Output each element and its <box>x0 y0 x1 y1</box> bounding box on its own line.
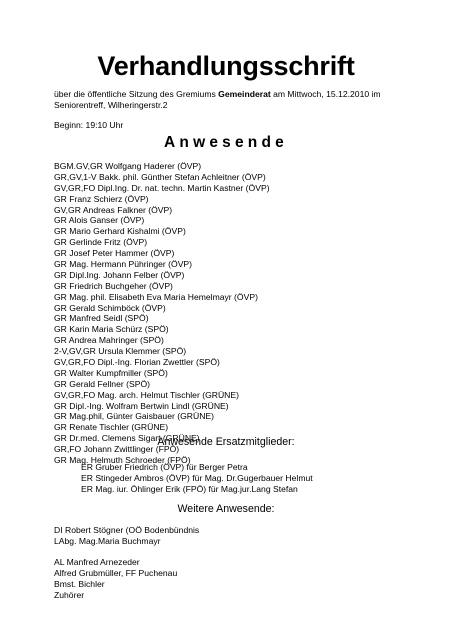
substitute-item: ER Gruber Friedrich (ÖVP) für Berger Petra <box>81 462 248 472</box>
attendees-heading: Anwesende <box>164 134 288 151</box>
attendee-item: GR Renate Tischler (GRÜNE) <box>54 422 169 433</box>
attendee-item: GV,GR,FO Dipl.-Ing. Florian Zwettler (SPÖ) <box>54 357 220 368</box>
substitute-item: ER Stingeder Ambros (ÖVP) für Mag. Dr.Gugerbauer Helmut <box>81 472 313 483</box>
other-attendees-heading: Weitere Anwesende: <box>177 503 275 515</box>
attendee-item: GR Mag. phil. Elisabeth Eva Maria Hemelmayr (ÖVP) <box>54 291 258 302</box>
other-attendee-item: Bmst. Bichler <box>54 578 105 589</box>
attendee-item: GV,GR,FO Dipl.Ing. Dr. nat. techn. Martin Kastner (ÖVP) <box>54 182 270 193</box>
other-attendee-item: LAbg. Mag.Maria Buchmayr <box>54 535 161 546</box>
substitutes-list <box>81 462 313 495</box>
attendee-item: GV,GR Andreas Falkner (ÖVP) <box>54 204 173 215</box>
attendee-item: GR Gerlinde Fritz (ÖVP) <box>54 237 148 248</box>
substitutes-heading: Anwesende Ersatzmitglieder: <box>157 436 295 448</box>
attendee-item: GR Manfred Seidl (SPÖ) <box>54 313 149 324</box>
attendee-item: GR Andrea Mahringer (SPÖ) <box>54 335 164 346</box>
attendee-item: GR Mag.phil, Günter Gaisbauer (GRÜNE) <box>54 411 214 422</box>
session-intro <box>54 89 394 111</box>
document-title: Verhandlungsschrift <box>97 51 355 81</box>
attendee-item: GR Gerald Fellner (SPÖ) <box>54 378 150 389</box>
attendee-item: GR,GV,1-V Bakk. phil. Günther Stefan Achleitner (ÖVP) <box>54 171 266 182</box>
other-attendees-list-b <box>54 557 177 601</box>
attendee-item: BGM.GV,GR Wolfgang Haderer (ÖVP) <box>54 161 202 171</box>
attendee-item: 2-V,GV,GR Ursula Klemmer (SPÖ) <box>54 346 187 357</box>
attendee-item: GR Friedrich Buchgeher (ÖVP) <box>54 280 173 291</box>
attendees-list <box>54 161 270 466</box>
attendee-item: GR Dipl.-Ing. Wolfram Bertwin Lindl (GRÜNE) <box>54 400 229 411</box>
attendee-item: GR Franz Schierz (ÖVP) <box>54 193 149 204</box>
attendee-item: GV,GR,FO Mag. arch. Helmut Tischler (GRÜNE) <box>54 389 239 400</box>
attendee-item: GR Mag. Helmuth Schroeder (FPÖ) <box>54 455 191 466</box>
intro-text-pre: über die öffentliche Sitzung des Gremiums <box>54 89 219 99</box>
other-attendee-item: Zuhörer <box>54 589 85 600</box>
intro-text-post: am Mittwoch, 15.12.2010 im Seniorentreff, Wilheringerstr.2 <box>54 89 381 110</box>
other-attendee-item: AL Manfred Arnezeder <box>54 557 140 567</box>
intro-body-name: Gemeinderat <box>218 89 271 99</box>
start-time: Beginn: 19:10 Uhr <box>54 120 124 130</box>
other-attendees-list-a <box>54 525 199 547</box>
attendee-item: GR Karin Maria Schürz (SPÖ) <box>54 324 169 335</box>
attendee-item: GR Dr.med. Clemens Sigart (GRÜNE) <box>54 433 200 444</box>
other-attendee-item: DI Robert Stögner (OÖ Bodenbündnis <box>54 525 200 535</box>
attendee-item: GR Alois Ganser (ÖVP) <box>54 215 145 226</box>
attendee-item: GR Walter Kumpfmiller (SPÖ) <box>54 367 168 378</box>
attendee-item: GR Gerald Schimböck (ÖVP) <box>54 302 166 313</box>
attendee-item: GR Josef Peter Hammer (ÖVP) <box>54 248 175 259</box>
substitute-item: ER Mag. iur. Öhlinger Erik (FPÖ) für Mag.jur.Lang Stefan <box>81 483 298 494</box>
attendee-item: GR Dipl.Ing. Johann Felber (ÖVP) <box>54 269 185 280</box>
attendee-item: GR Mag. Hermann Pühringer (ÖVP) <box>54 259 193 270</box>
attendee-item: GR Mario Gerhard Kishalmi (ÖVP) <box>54 226 186 237</box>
other-attendee-item: Alfred Grubmüller, FF Puchenau <box>54 567 178 578</box>
attendee-item: GR,FO Johann Zwittlinger (FPÖ) <box>54 444 180 455</box>
